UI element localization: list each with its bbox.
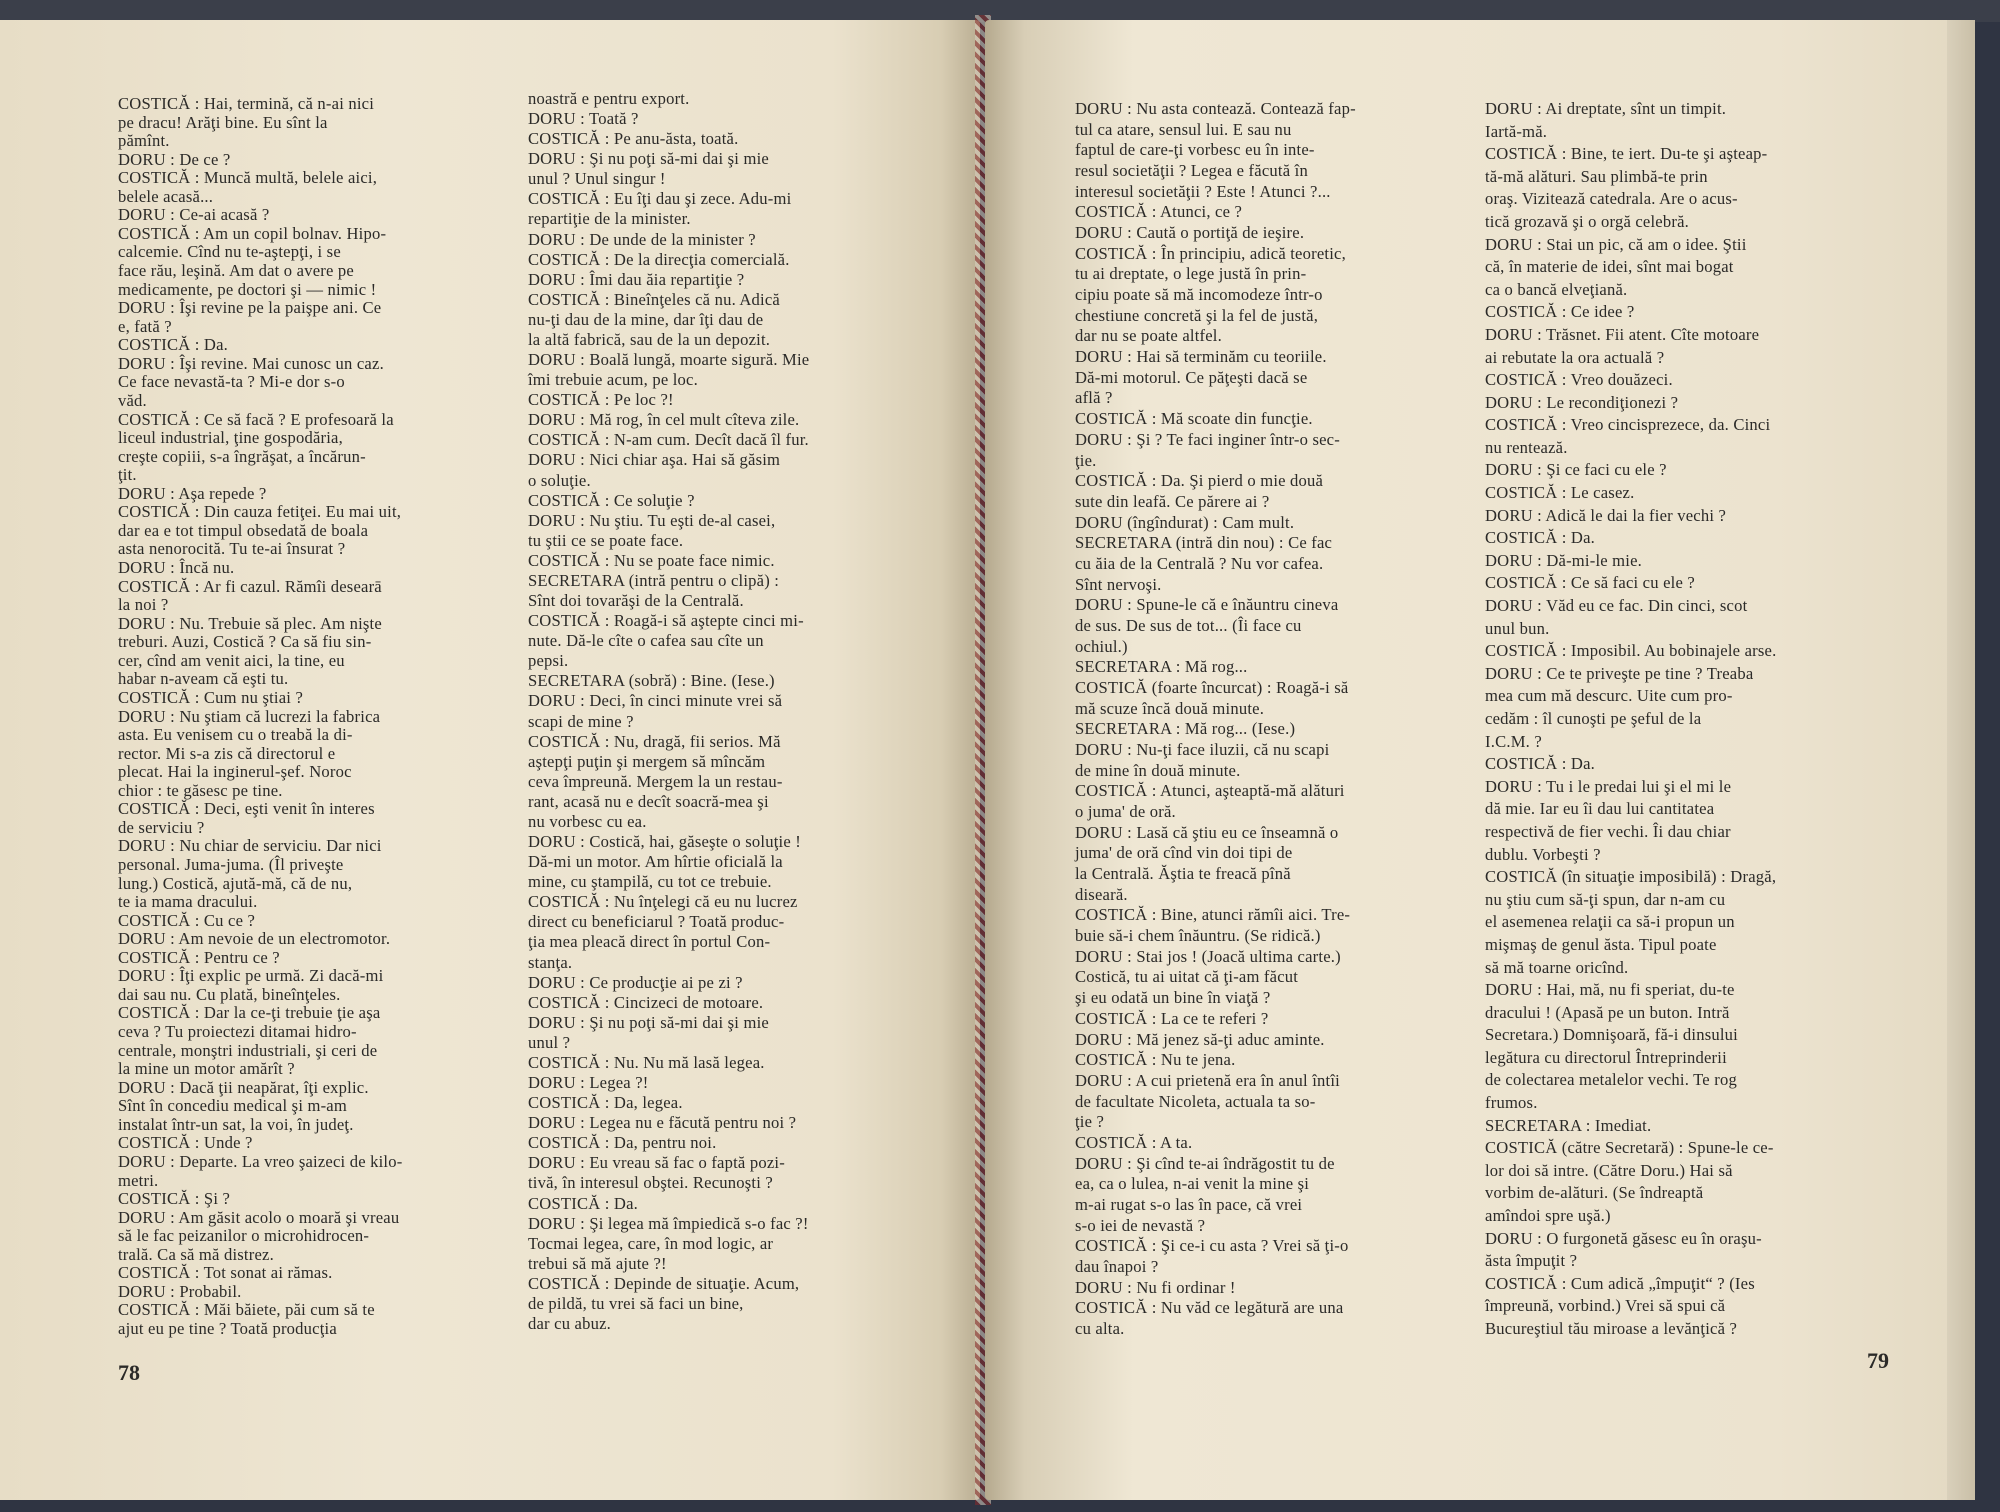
text-line: personal. Juma-juma. (Îl priveşte [118,854,344,874]
text-line: că, în materie de idei, sînt mai bogat [1485,257,1734,277]
text-line: vorbim de-alături. (Se îndreaptă [1485,1183,1704,1203]
text-line: DORU : Am găsit acolo o moară şi vreau [118,1207,400,1227]
text-line: COSTICĂ : Din cauza fetiţei. Eu mai uit, [118,502,402,522]
text-line: resul societăţii ? Legea e făcută în [1075,161,1308,181]
text-line: pe dracu! Arăţi bine. Eu sînt la [118,112,328,132]
text-line: DORU : Boală lungă, moarte sigură. Mie [528,350,810,370]
text-line: e, fată ? [118,316,172,336]
text-line: tul ca atare, sensul lui. E sau nu [1075,119,1292,139]
text-line: ţia mea pleacă direct în portul Con- [528,932,771,952]
text-line: DORU : Caută o portiţă de ieşire. [1075,223,1305,243]
text-line: DORU : Mă jenez să-ţi aduc aminte. [1075,1029,1325,1049]
text-line: DORU : Probabil. [118,1281,242,1301]
text-line: îmi trebuie acum, pe loc. [528,370,698,390]
text-line: asta. Eu venisem cu o treabă la di- [118,725,353,745]
text-line: COSTICĂ : Tot sonat ai rămas. [118,1263,333,1283]
text-line: nute. Dă-le cîte o cafea sau cîte un [528,631,764,651]
text-line: Tocmai legea, care, în mod logic, ar [528,1233,774,1253]
text-line: DORU : Şi cînd te-ai îndrăgostit tu de [1075,1153,1335,1173]
text-line: sute din leafă. Ce părere ai ? [1075,491,1270,511]
text-line: respectivă de fier vechi. Îi dau chiar [1485,821,1731,841]
text-line: COSTICĂ : Ar fi cazul. Rămîi desearā [118,576,382,596]
text-line: COSTICĂ : De la direcţia comercială. [528,249,790,269]
text-line: DORU : Văd eu ce fac. Din cinci, scot [1485,596,1748,616]
text-line: noastră e pentru export. [528,89,690,108]
text-line: dai sau nu. Cu plată, bineînţeles. [118,984,341,1004]
text-line: DORU : Am nevoie de un electromotor. [118,929,391,949]
text-line: COSTICĂ : Mă scoate din funcţie. [1075,409,1313,429]
text-line: ţie. [1075,450,1097,470]
text-line: direct cu beneficiarul ? Toată produc- [528,912,785,932]
text-line: ăsta împuţit ? [1485,1251,1578,1271]
text-line: DORU : Îşi revine. Mai cunosc un caz. [118,353,384,373]
text-line: COSTICĂ : Da. Şi pierd o mie două [1075,471,1324,491]
text-line: interesul societăţii ? Este ! Atunci ?... [1075,181,1331,201]
text-line: nu-ţi dau de la mine, dar îţi dau de [528,309,764,329]
text-line: scapi de mine ? [528,711,634,731]
text-line: chior : te găsesc pe tine. [118,780,283,800]
text-line: dar nu se poate altfel. [1075,326,1222,346]
text-line: Sînt doi tovarăşi de la Centrală. [528,591,744,611]
text-line: Costică, tu ai uitat că ţi-am făcut [1075,967,1299,987]
text-line: COSTICĂ : Ce să faci cu ele ? [1485,573,1695,593]
text-line: DORU : Le recondiţionezi ? [1485,392,1679,412]
text-line: dar ea e tot timpul obsedată de boala [118,520,369,540]
text-line: juma' de oră cînd vin doi tipi de [1075,843,1293,863]
text-line: ai rebutate la ora actuală ? [1485,347,1665,367]
text-line: COSTICĂ : Nu văd ce legătură are una [1075,1298,1344,1318]
text-line: COSTICĂ : Vreo cincisprezece, da. Cinci [1485,415,1771,435]
text-line: SECRETARA : Mă rog... (Iese.) [1075,719,1296,739]
text-line: mea cum mă descurc. Uite cum pro- [1485,686,1733,706]
text-line: nu rentează. [1485,437,1568,457]
text-line: de colectarea metalelor vechi. Te rog [1485,1070,1737,1090]
text-line: COSTICĂ : Dar la ce-ţi trebuie ţie aşa [118,1003,381,1023]
text-line: mişmaş de genul ăsta. Tipul poate [1485,934,1717,954]
text-line: legătura cu directorul Întreprinderii [1485,1047,1727,1067]
text-line: DORU : A cui prietenă era în anul întîi [1075,1070,1340,1090]
text-line: DORU : Mă rog, în cel mult cîteva zile. [528,410,800,430]
text-line: dar cu abuz. [528,1314,612,1333]
text-line: pepsi. [528,651,569,671]
text-line: COSTICĂ : Cum adică „împuţit“ ? (Ies [1485,1273,1755,1293]
text-line: DORU : Spune-le că e înăuntru cineva [1075,595,1339,615]
text-line: belele acasă... [118,186,214,206]
text-line: ochiul.) [1075,636,1128,656]
text-line: COSTICĂ : Cum nu ştiai ? [118,687,304,707]
text-line: Secretara.) Domnişoară, fă-i dinsului [1485,1025,1738,1045]
text-line: de sus. De sus de tot... (Îi face cu [1075,615,1302,635]
page-number-left: 78 [118,1360,140,1385]
text-line: DORU : Ai dreptate, sînt un timpit. [1485,99,1727,118]
text-line: frumos. [1485,1093,1538,1113]
text-line: o soluţie. [528,470,591,490]
text-line: metri. [118,1170,159,1190]
text-line: creşte copiii, s-a îngrăşat, a încărun- [118,446,366,466]
text-line: DORU : Nu fi ordinar ! [1075,1277,1236,1297]
text-line: COSTICĂ : Am un copil bolnav. Hipo- [118,223,387,243]
text-line: DORU : Şi nu poţi să-mi dai şi mie [528,149,769,169]
text-line: COSTICĂ (către Secretară) : Spune-le ce- [1485,1138,1774,1158]
text-line: stanţa. [528,952,573,972]
text-line: instalat într-un sat, la voi, în judeţ. [118,1114,354,1134]
text-line: COSTICĂ : Nu, dragă, fii serios. Mă [528,731,781,751]
text-line: tu ştii ce se poate face. [528,530,684,550]
text-line: COSTICĂ : Şi ce-i cu asta ? Vrei să ţi-o [1075,1236,1349,1256]
text-line: asta nenorocită. Tu te-ai însurat ? [118,539,346,559]
text-line: COSTICĂ : Atunci, aşteaptă-mă alături [1075,781,1345,801]
text-line: COSTICĂ : Bine, atunci rămîi aici. Tre- [1075,905,1351,925]
text-line: DORU : Nu ştiam că lucrezi la fabrica [118,706,381,726]
text-line: buie să-i chem înăuntru. (Se ridică.) [1075,926,1321,946]
text-line: dă mie. Iar eu îi dau lui cantitatea [1485,799,1715,819]
text-line: COSTICĂ : Bine, te iert. Du-te şi aşteap- [1485,144,1768,164]
text-line: COSTICĂ : Da. [118,335,228,355]
text-line: COSTICĂ : Ce soluţie ? [528,490,695,510]
text-line: COSTICĂ : La ce te referi ? [1075,1008,1269,1028]
text-line: COSTICĂ : Pentru ce ? [118,947,280,967]
text-line: Bucureştiul tău miroase a levănţică ? [1485,1319,1738,1338]
text-line: DORU : Hai, mă, nu fi speriat, du-te [1485,980,1735,1000]
text-line: DORU : De ce ? [118,149,231,169]
text-line: COSTICĂ (în situaţie imposibilă) : Dragă, [1485,867,1777,887]
text-line: de mine în două minute. [1075,760,1241,780]
text-line: Sînt în concediu medical şi m-am [118,1096,347,1116]
text-line: el asemenea relaţii ca să-i propun un [1485,912,1735,932]
text-line: COSTICĂ : Măi băiete, păi cum să te [118,1300,375,1320]
text-line: COSTICĂ : Roagă-i să aştepte cinci mi- [528,611,804,631]
text-line: COSTICĂ : Muncă multă, belele aici, [118,168,378,188]
text-line: de facultate Nicoleta, actuala ta so- [1075,1091,1316,1111]
text-line: DORU : Stai un pic, că am o idee. Ştii [1485,234,1747,254]
text-line: să le fac peizanilor o microhidrocen- [118,1226,370,1246]
text-line: COSTICĂ : Cu ce ? [118,910,256,930]
text-line: la altă fabrică, sau de la un depozit. [528,329,771,349]
text-line: COSTICĂ : A ta. [1075,1132,1193,1152]
text-line: cipiu poate să mă incomodeze într-o [1075,285,1323,305]
text-line: COSTICĂ : Nu. Nu mă lasă legea. [528,1052,765,1072]
text-line: lor doi să intre. (Către Doru.) Hai să [1485,1160,1733,1180]
text-line: COSTICĂ : Eu îţi dau şi zece. Adu-mi [528,189,792,209]
text-line: cedăm : îl cunoşti pe şeful de la [1485,709,1702,728]
text-line: aştepţi puţin şi mergem să mîncăm [528,751,766,771]
text-line: DORU : Nici chiar aşa. Hai să găsim [528,450,781,470]
text-line: ţit. [118,465,137,485]
text-line: plecat. Hai la inginerul-şef. Noroc [118,762,352,782]
text-line: trebui să mă ajute ?! [528,1253,667,1273]
text-line: COSTICĂ : Şi ? [118,1189,231,1209]
text-line: COSTICĂ : Ce să facă ? E profesoară la [118,409,394,429]
text-line: află ? [1075,388,1113,408]
text-line: chestiune concretă şi la fel de justă, [1075,305,1319,325]
text-line: liceul industrial, ţine gospodăria, [118,428,343,448]
text-line: faptul de care-ţi vorbesc eu în inte- [1075,140,1315,160]
text-line: COSTICĂ : Le casez. [1485,483,1635,503]
text-line: la Centrală. Ăştia te freacă pînă [1075,864,1291,884]
text-line: SECRETARA (intră din nou) : Ce fac [1075,533,1333,553]
text-line: DORU : Îşi revine pe la paişpe ani. Ce [118,298,382,318]
text-line: DORU : Şi ce faci cu ele ? [1485,460,1667,480]
text-line: COSTICĂ : Vreo douăzeci. [1485,370,1673,390]
text-line: COSTICĂ : Da, pentru noi. [528,1133,717,1153]
text-line: COSTICĂ : Nu te jena. [1075,1050,1236,1070]
text-line: COSTICĂ : Da. [1485,754,1595,774]
text-line: DORU : Nu. Trebuie să plec. Am nişte [118,613,382,633]
text-line: tu ai dreptate, o lege justă în prin- [1075,264,1307,284]
text-line: cu ăia de la Centrală ? Nu vor cafea. [1075,553,1324,573]
text-line: DORU : Şi nu poţi să-mi dai şi mie [528,1012,769,1032]
text-line: DORU : Lasă că ştiu eu ce înseamnă o [1075,822,1339,842]
text-line: DORU : Şi ? Te faci inginer într-o sec- [1075,429,1340,449]
text-line: dau înapoi ? [1075,1256,1159,1276]
text-line: cu alta. [1075,1319,1125,1338]
text-line: Iartă-mă. [1485,121,1548,141]
text-line: ţie ? [1075,1112,1105,1132]
text-line: DORU : Încă nu. [118,558,235,577]
text-line: COSTICĂ (foarte încurcat) : Roagă-i să [1075,677,1349,697]
text-line: calcemie. Cînd nu te-aştepţi, i se [118,242,341,262]
text-line: DORU : Tu i le predai lui şi el mi le [1485,776,1732,796]
text-line: DORU : Aşa repede ? [118,483,267,503]
text-line: DORU : Toată ? [528,109,639,129]
text-line: nu vorbesc cu ea. [528,811,647,831]
text-line: tă-mă alături. Sau plimbă-te prin [1485,166,1708,186]
text-line: DORU : Costică, hai, găseşte o soluţie ! [528,832,801,852]
text-line: SECRETARA (intră pentru o clipă) : [528,570,780,590]
text-line: DORU : Hai să terminăm cu teoriile. [1075,347,1327,367]
text-line: face rău, leşină. Am dat o avere pe [118,261,354,281]
text-line: DORU : Departe. La vreo şaizeci de kilo- [118,1151,403,1171]
text-line: COSTICĂ : Nu înţelegi că eu nu lucrez [528,892,798,912]
text-line: SECRETARA : Mă rog... [1075,657,1248,677]
text-line: COSTICĂ : Da. [1485,528,1595,548]
text-line: DORU : De unde de la minister ? [528,229,756,249]
right-page [985,20,1975,1500]
text-line: mine, cu ştampilă, cu tot ce trebuie. [528,872,772,892]
text-line: unul bun. [1485,618,1550,638]
text-line: COSTICĂ : Unde ? [118,1133,253,1153]
text-line: lung.) Costică, ajută-mă, că de nu, [118,873,353,893]
text-line: Sînt nervoşi. [1075,574,1162,594]
text-line: COSTICĂ : Pe loc ?! [528,390,674,410]
text-line: Dă-mi un motor. Am hîrtie oficială la [528,852,783,872]
text-line: repartiţie de la minister. [528,209,691,229]
left-page [0,20,980,1500]
text-line: centrale, monştri industriali, şi ceri de [118,1040,378,1060]
text-line: dublu. Vorbeşti ? [1485,844,1601,864]
text-line: ca o bancă elveţiană. [1485,279,1628,299]
text-line: COSTICĂ : Imposibil. Au bobinajele arse. [1485,641,1777,661]
text-line: şi eu odată un bine în viaţă ? [1075,988,1271,1008]
text-line: COSTICĂ : N-am cum. Decît dacă îl fur. [528,430,809,450]
text-line: I.C.M. ? [1485,731,1542,751]
text-line: rector. Mi s-a zis că directorul e [118,743,336,763]
text-line: habar n-aveam că eşti tu. [118,669,289,689]
text-line: COSTICĂ : Cincizeci de motoare. [528,992,764,1012]
text-line: DORU (îngîndurat) : Cam mult. [1075,512,1295,532]
text-line: tică grozavă şi o orgă celebră. [1485,211,1689,231]
text-line: tivă, în interesul obştei. Recunoşti ? [528,1173,773,1193]
text-line: mă scuze încă două minute. [1075,698,1265,718]
text-line: COSTICĂ : Nu se poate face nimic. [528,550,775,570]
text-line: trală. Ca să mă distrez. [118,1244,274,1264]
text-line: DORU : Legea ?! [528,1073,649,1093]
scan-top-edge [0,0,2000,22]
text-line: treburi. Auzi, Costică ? Ca să fiu sin- [118,632,372,652]
text-line: COSTICĂ : În principiu, adică teoretic, [1075,243,1346,263]
text-line: Dă-mi motorul. Ce păţeşti dacă se [1075,367,1308,387]
text-line: DORU : Stai jos ! (Joacă ultima carte.) [1075,946,1341,966]
text-line: împreună, vorbind.) Vrei să spui că [1485,1296,1726,1316]
text-line: DORU : Nu-ţi face iluzii, că nu scapi [1075,740,1330,760]
text-line: DORU : Ce producţie ai pe zi ? [528,972,743,992]
page-edge [1947,20,1975,1500]
text-line: cer, cînd am venit aici, la tine, eu [118,650,345,670]
text-line: COSTICĂ : Bineînţeles că nu. Adică [528,289,780,309]
text-line: DORU : Şi legea mă împiedică s-o fac ?! [528,1213,809,1233]
text-line: unul ? [528,1032,571,1052]
text-line: DORU : Îţi explic pe urmă. Zi dacă-mi [118,966,384,986]
text-line: la mine un motor amărît ? [118,1059,295,1079]
text-line: de pildă, tu vrei să faci un bine, [528,1293,744,1313]
text-line: SECRETARA : Imediat. [1485,1115,1652,1135]
text-line: ceva ? Tu proiectezi ditamai hidro- [118,1022,357,1042]
text-line: medicamente, pe doctori şi — nimic ! [118,279,377,299]
text-line: DORU : Dacă ţii neapărat, îţi explic. [118,1077,369,1097]
text-line: COSTICĂ : Pe anu-ăsta, toată. [528,129,739,149]
text-line: unul ? Unul singur ! [528,169,666,189]
text-line: SECRETARA (sobră) : Bine. (Iese.) [528,671,775,691]
text-line: COSTICĂ : Da, legea. [528,1093,683,1113]
text-line: DORU : Eu vreau să fac o faptă pozi- [528,1153,785,1173]
text-line: nu ştiu cum să-ţi spun, dar n-am cu [1485,889,1726,909]
text-line: Ce face nevastă-ta ? Mi-e dor s-o [118,372,345,392]
text-line: pămînt. [118,131,170,151]
text-line: dracului ! (Apasă pe un buton. Intră [1485,1002,1730,1022]
text-line: ajut eu pe tine ? Toată producţia [118,1319,337,1338]
text-line: DORU : O furgonetă găsesc eu în oraşu- [1485,1228,1762,1248]
text-line: DORU : Ce te priveşte pe tine ? Treaba [1485,663,1754,683]
text-line: DORU : Nu chiar de serviciu. Dar nici [118,836,382,856]
text-line: la noi ? [118,595,169,615]
text-line: COSTICĂ : Depinde de situaţie. Acum, [528,1273,800,1293]
text-line: m-ai rugat s-o las în pace, că vrei [1075,1194,1303,1214]
text-line: diseară. [1075,884,1128,904]
text-line: COSTICĂ : Atunci, ce ? [1075,202,1243,222]
text-line: amîndoi spre uşă.) [1485,1206,1611,1226]
text-line: oraş. Vizitează catedrala. Are o acus- [1485,189,1738,209]
text-line: COSTICĂ : Hai, termină, că n-ai nici [118,94,375,113]
text-line: ceva împreună. Mergem la un restau- [528,771,783,791]
text-line: DORU : Adică le dai la fier vechi ? [1485,505,1727,525]
text-line: te ia mama dracului. [118,892,258,912]
text-line: COSTICĂ : Deci, eşti venit în interes [118,799,375,819]
text-line: DORU : Nu ştiu. Tu eşti de-al casei, [528,510,776,530]
text-line: DORU : Ce-ai acasă ? [118,205,270,225]
text-line: văd. [118,390,147,410]
text-line: să mă toarne oricînd. [1485,957,1629,977]
page-number-right: 79 [1867,1348,1889,1373]
text-line: de serviciu ? [118,817,205,837]
text-line: rant, acasă nu e decît soacră-mea şi [528,791,769,811]
text-line: o juma' de oră. [1075,802,1176,822]
text-line: COSTICĂ : Ce idee ? [1485,302,1635,322]
text-line: COSTICĂ : Da. [528,1193,638,1213]
text-line: s-o iei de nevastă ? [1075,1215,1206,1235]
text-line: DORU : Dă-mi-le mie. [1485,550,1642,570]
text-line: DORU : Deci, în cinci minute vrei să [528,691,783,711]
text-line: DORU : Nu asta contează. Contează fap- [1075,99,1356,118]
text-line: ea, ca o lulea, n-ai venit la mine şi [1075,1174,1310,1194]
text-line: DORU : Trăsnet. Fii atent. Cîte motoare [1485,324,1760,344]
text-line: DORU : Îmi dau ăia repartiţie ? [528,269,745,289]
text-line: DORU : Legea nu e făcută pentru noi ? [528,1113,797,1133]
